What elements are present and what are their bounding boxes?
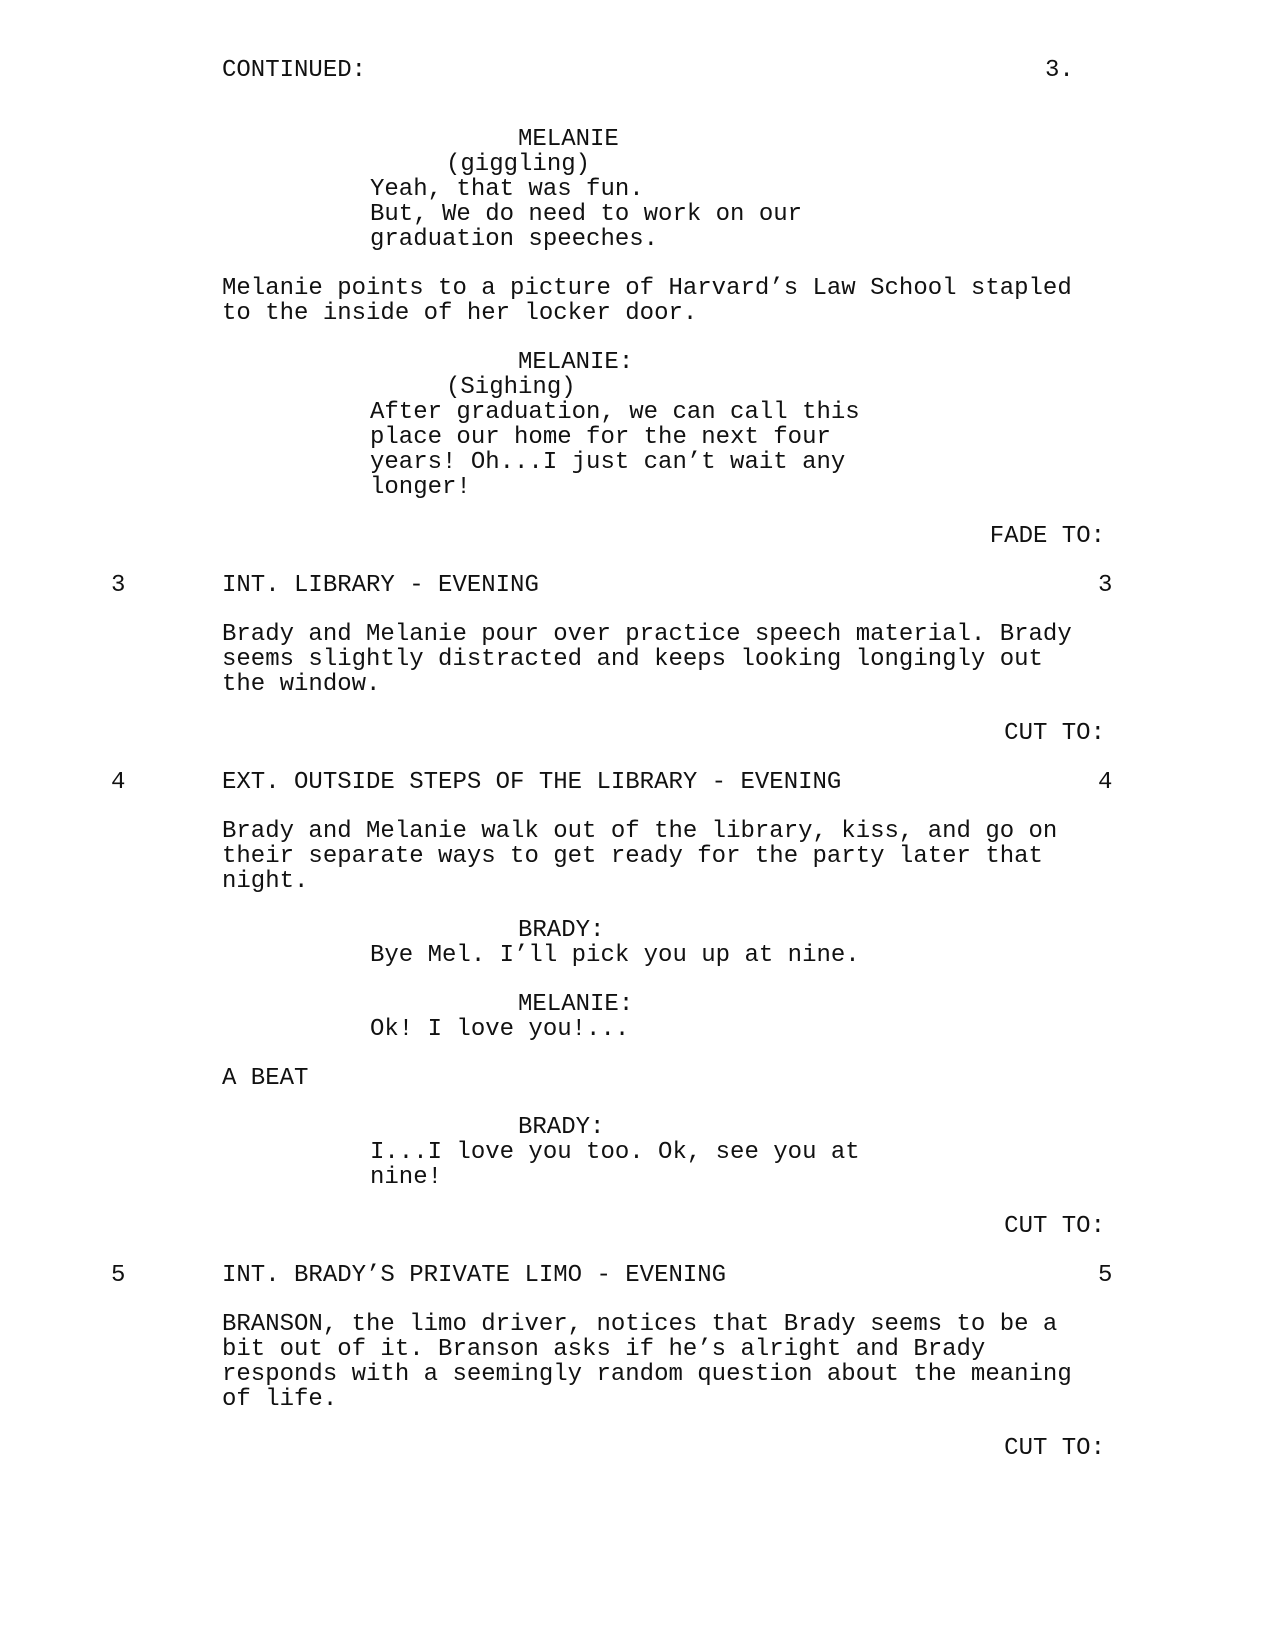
parenthetical: (giggling) [446,151,591,178]
dialogue: Ok! I love you!... [370,1016,630,1043]
scene-heading: INT. BRADY’S PRIVATE LIMO - EVENING [222,1262,727,1289]
character-name: BRADY: [518,1114,605,1141]
transition: FADE TO: [989,523,1105,550]
action-beat: A BEAT [222,1065,309,1092]
dialogue: Bye Mel. I’ll pick you up at nine. [370,942,860,969]
character-name: MELANIE: [518,349,634,376]
continued-label: CONTINUED: [222,57,367,84]
scene-heading: INT. LIBRARY - EVENING [222,572,539,599]
scene-number-left: 5 [111,1262,126,1289]
action-line: Brady and Melanie walk out of the library, kiss, and go on their separate ways to get ready for the party later that night. [222,818,1058,895]
scene-heading: EXT. OUTSIDE STEPS OF THE LIBRARY - EVENING [222,769,842,796]
dialogue: I...I love you too. Ok, see you at nine! [370,1139,860,1191]
action-line: Melanie points to a picture of Harvard’s Law School stapled to the inside of her locker door. [222,275,1072,327]
character-name: MELANIE: [518,991,634,1018]
page-number: 3. [1045,57,1074,84]
dialogue: After graduation, we can call this place our home for the next four years! Oh...I just can’t wait any longer! [370,399,860,501]
action-line: BRANSON, the limo driver, notices that Brady seems to be a bit out of it. Branson asks if he’s alright and Brady responds with a seemingly random question about the meaning of life. [222,1311,1072,1413]
character-name: BRADY: [518,917,605,944]
character-name: MELANIE [518,126,619,153]
scene-number-right: 5 [1098,1262,1113,1289]
action-line: Brady and Melanie pour over practice speech material. Brady seems slightly distracted and keeps looking longingly out the window. [222,621,1072,698]
transition: CUT TO: [1004,1435,1105,1462]
transition: CUT TO: [1004,1213,1105,1240]
transition: CUT TO: [1004,720,1105,747]
dialogue: Yeah, that was fun. But, We do need to work on our graduation speeches. [370,176,803,253]
scene-number-right: 3 [1098,572,1113,599]
scene-number-left: 3 [111,572,126,599]
parenthetical: (Sighing) [446,374,576,401]
scene-number-left: 4 [111,769,126,796]
scene-number-right: 4 [1098,769,1113,796]
